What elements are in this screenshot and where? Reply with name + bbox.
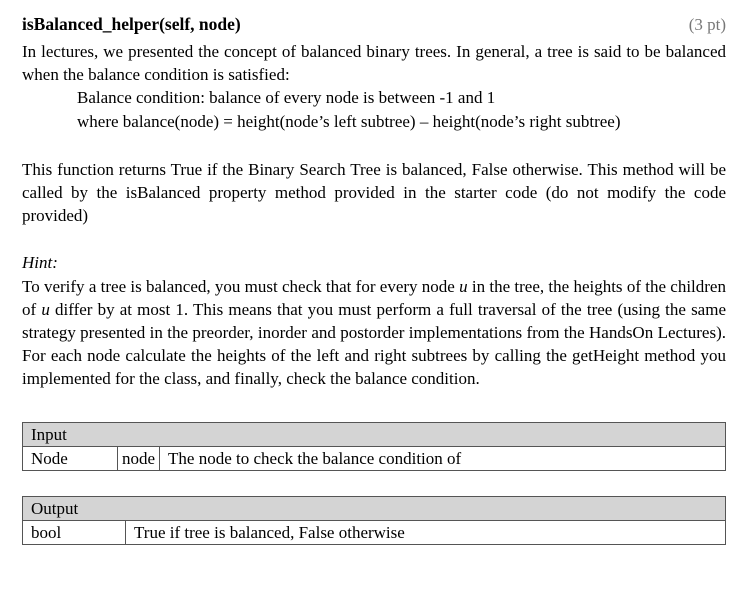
input-table bbox=[22, 422, 726, 471]
table-row bbox=[23, 447, 726, 471]
description-paragraph: This function returns True if the Binary Search Tree is balanced, False otherwise. This method will be called by the isBalanced property method provided in the starter code (do not modify the code provided) bbox=[22, 160, 726, 225]
balance-formula-line: where balance(node) = height(node’s left subtree) – height(node’s right subtree) bbox=[77, 112, 621, 131]
function-title: isBalanced_helper(self, node) bbox=[22, 14, 241, 34]
hint-label: Hint: bbox=[22, 253, 58, 272]
hint-paragraph bbox=[22, 275, 726, 390]
output-table bbox=[22, 496, 726, 545]
hint-text-3: differ by at most 1. This means that you must perform a full traversal of the tree (using the same strategy presented in the preorder, inorder and postorder implementations from the HandsOn Lectures). For each node calculate the heights of the left and right subtrees by calling the getHeight method you implemented for the class, and finally, check the balance condition. bbox=[22, 300, 726, 388]
table-row bbox=[23, 521, 726, 545]
output-description-cell: True if tree is balanced, False otherwise bbox=[126, 521, 726, 545]
hint-text-2: in the tree, the heights of the children of bbox=[22, 277, 726, 319]
hint-var-u: u bbox=[41, 300, 50, 319]
document-page bbox=[22, 14, 726, 542]
points-label: (3 pt) bbox=[688, 15, 726, 34]
intro-paragraph: In lectures, we presented the concept of balanced binary trees. In general, a tree is said to be balanced when the balance condition is satisfied: bbox=[22, 42, 726, 84]
hint-text-1: To verify a tree is balanced, you must check that for every node bbox=[22, 277, 460, 296]
input-description-cell: The node to check the balance condition of bbox=[160, 447, 726, 471]
input-name-cell: node bbox=[118, 447, 160, 471]
output-table-header: Output bbox=[23, 497, 726, 521]
hint-var-u: u bbox=[459, 277, 468, 296]
balance-condition-line: Balance condition: balance of every node is between -1 and 1 bbox=[77, 88, 496, 107]
input-type-cell: Node bbox=[23, 447, 118, 471]
title-row bbox=[22, 14, 726, 40]
output-type-cell: bool bbox=[23, 521, 126, 545]
input-table-header: Input bbox=[23, 423, 726, 447]
